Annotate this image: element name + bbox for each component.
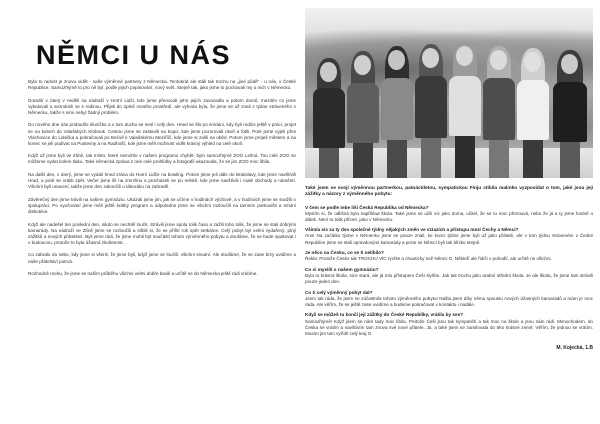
article-paragraph: Když ale nadešel ten poslední den, nikdo se nechtěl loučit. Strávili jsme spolu tolik času a zažili toho tolik, že jsme se stali dobrými kamarády. Na nádraží ve Zlíně jsme se rozloučili a slíbili si, že se příští rok opět setkáme. Celý pobyt byl velmi vydařený, plný zážitků a nových přátelství. Byli jsme rádi, že jsme mohli být součástí tohoto výměnného pobytu a doufáme, že se bude opakovat i v budoucnu, protože to byla úžasná zkušenost.: [28, 221, 296, 245]
article-paragraph: Byla to radost je znovu vidět - naše výměnné partnery z Německa. Tentokrát ale stáli tak trochu na „jiné půdě" - u nás, v České Republice. Samozřejmě to pro ně byl, podle jejich popisování, nový svět. Stejně tak, jako jsme to pocítovali my u nich v Německu.: [28, 79, 296, 91]
interview-question: V čem se podle tebe liší Česká Republika od Německa?: [305, 204, 429, 210]
interview-answer: Byla to krásná škola, sice stará, ale já mlu přístupem Češi slyšíte. Jak tak trochu jako arabní střední škola. Je ale škola, že jsme tam strávili pouze jeden den.: [305, 272, 593, 285]
interview-intro: Také jsem se svojí výměnnou partnerkou, patnáctiletou, sympatickou Finju ctibila malinko vyzpovídat o tom, jaké jsou její zážitky a názory z výměnného pobytu:: [305, 186, 593, 198]
group-photo-icon: [305, 8, 593, 178]
interview-answer: Samozřejmě! Když jsem se nám tady moc líbila. Protože Češi jsou tak sympatičtí a tak moc na škole a jsou nám rádi. Mimochodem, do Česka se vrátím a navštívím tam znova své nové přátele. Ja, a také jsem se zamilovala do této krásné země. Věřím, že jednou se vrátím. Musím jim tam vyřídit celý kraj G.: [305, 318, 593, 336]
article-paragraph: Závěrečný den jsme trávili na našem gymnáziu. Ukázali jsme jim, jak se učíme v hodinách výchově, a v hodinách jsme se snažili o spolupráci. Po vyučování jsme měli ještě krátký program a odpoledne jsme se všichni rozloučili na tamním parkovišti a místní diskotéce.: [28, 196, 296, 214]
interview-question: Co si myslíš o našem gymnáziu?: [305, 266, 379, 272]
author-signature: M. Kojecká, 1.B: [556, 344, 593, 351]
article-paragraph: Rozhodně mohu, že jsme se naším průběhu všichni velmi dobře bavili a určitě se do Německa ještě rádi vrátíme.: [28, 271, 258, 277]
interview-answer: Jsem tak ráda, že jsem se zúčastnila tohoto výměnného pobytu! Našla jsem díky němu spoustu nových úžasných kamarádů a mám je moc ráda. Ale věřím, že se ještě zase uvidíme a budeme pokračovat v kontaktu i nadále.: [305, 295, 593, 307]
interview-answer: Ano! Na začátku týdne v Německu jsme se pouze znali, ke konci týdne jsme byli už jako přátelé, ale v tom týdnu stráveném v České Republice jsme se stali opravdovými kamarády a proto se Němci byli tak blízko stejně.: [305, 233, 593, 245]
article-paragraph: Do nového dne nás probudilo sluníčko a v tom duchu se nesl i celý den. Hned se šlo po snídani, kdy byli rodiče ještě v práci, projet se na kolech do Valašských Klobouk. Cestou jsme se zastavili na kopci, kde jsme pozorovali okolí a fotili. Poté jsme vyjeli přes Vlachovice do Lidečka a pokračovali po Bečvě k Valašskému Meziříčí, kde jsme si zašli na oběd. Potom jsme projeli městem a na konec se jeli podívat na Pustevny a na Radhošť, kde jsme měli možnost vidět krásný výhled na celé okolí.: [28, 122, 296, 146]
article-left-column: [28, 40, 296, 420]
interview-question: Je něco na Česku, co se ti nelíbilo?: [305, 250, 384, 256]
interview-question: Když se můžeš tu končí její zážitky do České Republiky, vrátila by ses?: [305, 312, 464, 318]
interview-answer: Řekla: Protože Česko tak TROCHU VÍC rychle a chaoticky než Němci G. Někteří ale řidiči v pohodlí, ale určitě ne všichni.: [305, 256, 552, 262]
interview-question: Všimla sis za ty dva společné týdny nějakých změn ve vztazích a přístupu mezi Čechy a Němci?: [305, 227, 519, 233]
article-title: NĚMCI U NÁS: [36, 40, 232, 70]
article-paragraph: Na další den, v úterý, jsme se vydali hned zrána do Horní Lidče na bowling. Potom jsme jeli dále do Bratislavy, kde jsme navštívili Hrad, a poté se vrátili zpět. Večer jsme šli na zmrzlinu a procházeli se po městě, kde jsme navštívili i malé obchody a náměstí. Všichni byli unavení, takže jsme den zakončili u táboráku na zahradě.: [28, 172, 296, 190]
interview-answer: Myslím si, že odlišná byla například škola. Také jsme se učili víc jako doma, učitel, že se tu moc přezouvá, nebo že já a ty jsme hodně u dálek. Není to tolik přísné, jako v Německu.: [305, 210, 593, 222]
article-right-column: [305, 8, 593, 418]
article-paragraph: Dorazili v úterý v neděli na nádraží v Horní Lidči, kde jsme přenocali jeho jejich zavazadla a potom domů, mezitím co jsme vybalovali a seznámili se s rodinou. Přijeli do úplně nového prostředí, ale vyhoda byla, že jsme se už znali z týdne stráveného v Německu, takže s nimi nebyl žádný problém.: [28, 97, 296, 115]
article-paragraph: Co zabralo do sebe, kdy jsme si všimli, že jsme byli, když jsme se loučili, všichni smutní. Ale doufáme, že se zase brzy uvidíme a naše přátelství potrvá.: [28, 252, 296, 264]
photo-person: [513, 40, 553, 178]
interview-question: Co ti celý výměnný pobyt dal?: [305, 289, 373, 295]
photo-person: [549, 42, 591, 178]
article-paragraph: Když už jsme byli ve Zlíně, tak místo, které nemohlo v našem programu chybět, bylo samozřejmě ZOO Lešná. Tou celé ZOO se můžeme vydat kolem tlaku. Také německá zpráva z oné celé prohlídky a fotografií ukazovala, že se jim ZOO moc líbila.: [28, 153, 296, 165]
